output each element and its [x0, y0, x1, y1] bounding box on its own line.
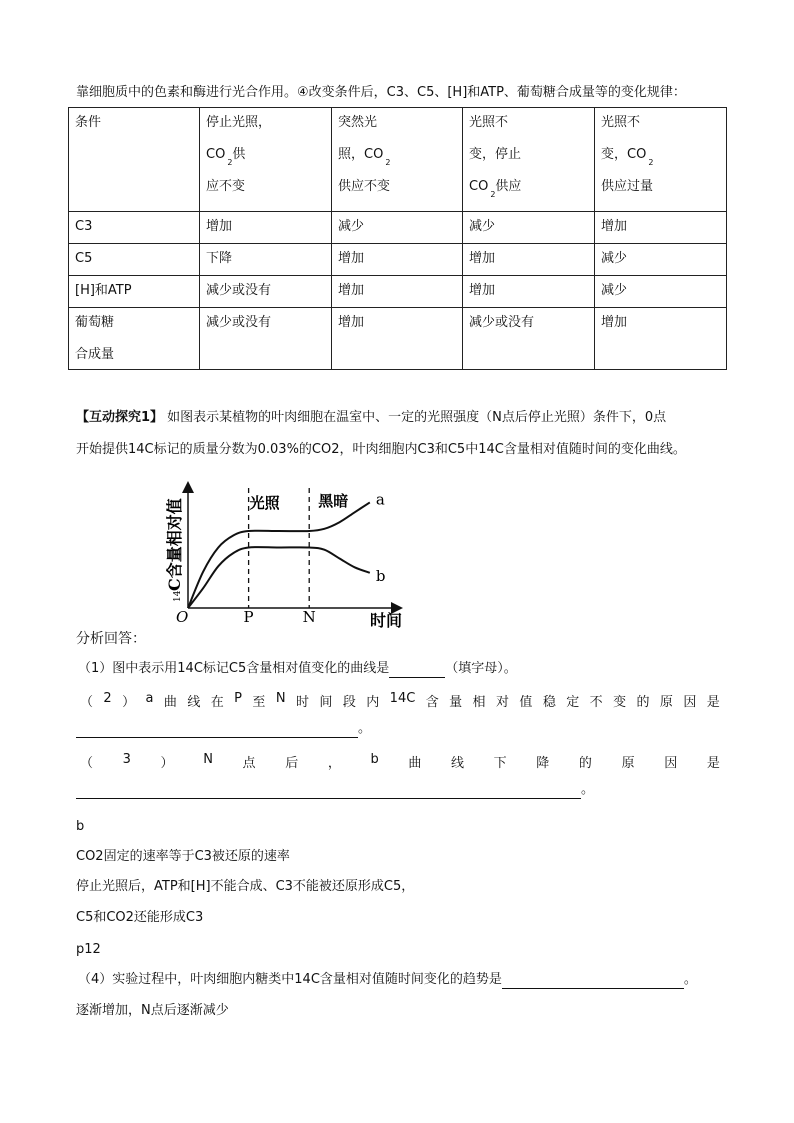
question-token: 曲	[163, 695, 177, 710]
question-token: 在	[210, 695, 224, 710]
table-cell: 葡萄糖 合成量	[69, 308, 200, 370]
intro-text: 靠细胞质中的色素和酶进行光合作用。④改变条件后，C3、C5、[H]和ATP、葡萄糖合成量等的变化规律：	[76, 85, 686, 100]
question-token: 内	[366, 695, 380, 710]
question-token: 降	[536, 756, 550, 771]
question-token: 的	[636, 695, 650, 710]
question-token: 稳	[542, 695, 556, 710]
question-token: 原	[621, 756, 635, 771]
question-token: 的	[578, 756, 592, 771]
table-cell: C3	[69, 212, 200, 244]
q1: （1）图中表示用14C标记C5含量相对值变化的曲线是 （填字母）。	[78, 661, 517, 676]
question-line-2: 开始提供14C标记的质量分数为0.03%的CO2，叶肉细胞内C3和C5中14C含量相对值随时间的变化曲线。	[76, 442, 686, 457]
question-heading: 【互动探究1】	[76, 410, 164, 425]
answer-blank-3[interactable]	[76, 784, 581, 799]
curve-a	[188, 502, 370, 608]
x-axis-label: 时间	[370, 611, 403, 630]
table-cell: 减少	[463, 212, 595, 244]
question-token: 值	[519, 695, 533, 710]
svg-text:C含量相对值: C含量相对值	[165, 498, 184, 591]
question-token: 因	[683, 695, 697, 710]
answer-3-line-1: 停止光照后，ATP和[H]不能合成、C3不能被还原形成C5，	[76, 879, 415, 894]
question-token: 时	[295, 695, 309, 710]
question-token: （	[80, 695, 94, 710]
question-token: 不	[589, 695, 603, 710]
q4: （4）实验过程中，叶肉细胞内糖类中14C含量相对值随时间变化的趋势是 。	[78, 972, 697, 987]
table-cell: 增加	[595, 212, 727, 244]
answer-blank-2[interactable]	[76, 723, 358, 738]
question-token: 量	[449, 695, 463, 710]
table-cell: 减少	[595, 276, 727, 308]
header-cell: 条件	[69, 108, 200, 212]
analysis-label: 分析回答：	[76, 631, 146, 647]
question-token: 下	[493, 756, 507, 771]
header-cell: 光照不 变，停止 $CO_2$供应	[463, 108, 595, 212]
tick-label-p: P	[243, 608, 254, 626]
header-cell: 突然光 照，$CO_2$ 供应不变	[332, 108, 463, 212]
question-token: P	[234, 691, 243, 706]
q2-blank-line: 。	[76, 720, 371, 738]
question-token: 后	[285, 756, 299, 771]
table-cell: 减少或没有	[463, 308, 595, 370]
table-row	[69, 276, 727, 308]
question-token: N	[203, 752, 213, 767]
answer-1: b	[76, 819, 85, 834]
region-label-light: 光照	[249, 494, 280, 512]
page-ref: p12	[76, 942, 101, 957]
table-row	[69, 308, 727, 370]
answer-blank-4[interactable]	[502, 974, 684, 989]
question-token: ）	[160, 756, 174, 771]
answer-2: CO2固定的速率等于C3被还原的速率	[76, 849, 290, 864]
table-cell: 增加	[332, 276, 463, 308]
table-cell: 减少或没有	[200, 308, 332, 370]
table-cell: 增加	[463, 276, 595, 308]
table-cell: C5	[69, 244, 200, 276]
question-token: 曲	[408, 756, 422, 771]
series-label-b: b	[375, 566, 386, 585]
table-cell: 减少	[595, 244, 727, 276]
question-token: 是	[706, 695, 720, 710]
question-token: 含	[425, 695, 439, 710]
q3-blank-line: 。	[76, 781, 594, 799]
table-cell: 下降	[200, 244, 332, 276]
question-text: 如图表示某植物的叶肉细胞在温室中、一定的光照强度（N点后停止光照）条件下，0点	[163, 410, 667, 425]
question-token: 变	[613, 695, 627, 710]
question-token: 段	[342, 695, 356, 710]
table-cell: 增加	[463, 244, 595, 276]
conditions-table	[68, 107, 727, 370]
question-token: （	[80, 756, 94, 771]
question-token: ）	[122, 695, 136, 710]
question-token: 因	[664, 756, 678, 771]
header-cell: 光照不 变，$CO_2$ 供应过量	[595, 108, 727, 212]
series-label-a: a	[375, 490, 385, 509]
question-token: a	[145, 691, 154, 706]
answer-blank-1[interactable]	[389, 663, 445, 678]
table-row	[69, 244, 727, 276]
question-token: ，	[327, 756, 341, 771]
question-token: 间	[319, 695, 333, 710]
header-cell: 停止光照， $CO_2$供 应不变	[200, 108, 332, 212]
question-token: 对	[495, 695, 509, 710]
table-cell: 增加	[200, 212, 332, 244]
y-axis-label	[165, 498, 184, 602]
question-token: 相	[472, 695, 486, 710]
origin-label: O	[176, 608, 189, 626]
question-token: 3	[122, 752, 131, 767]
region-label-dark: 黑暗	[318, 492, 349, 510]
question-token: 定	[566, 695, 580, 710]
tick-label-n: N	[302, 608, 316, 626]
table-cell: [H]和ATP	[69, 276, 200, 308]
table-header-row	[69, 108, 727, 212]
question-token: 原	[659, 695, 673, 710]
table-cell: 增加	[332, 244, 463, 276]
question-token: 14C	[389, 691, 416, 706]
table-cell: 增加	[332, 308, 463, 370]
svg-text:14: 14	[173, 590, 183, 602]
question-token: 至	[252, 695, 266, 710]
answer-4: 逐渐增加，N点后逐渐减少	[76, 1003, 229, 1018]
q3	[80, 752, 720, 771]
question-token: N	[275, 691, 286, 706]
question-line-1	[76, 409, 666, 427]
table-cell: 增加	[595, 308, 727, 370]
question-token: b	[370, 752, 379, 767]
question-token: 线	[451, 756, 465, 771]
question-token: 线	[187, 695, 201, 710]
answer-3-line-2: C5和CO2还能形成C3	[76, 910, 204, 925]
curve-b	[188, 547, 370, 608]
question-token: 点	[242, 756, 256, 771]
table-cell: 减少或没有	[200, 276, 332, 308]
question-token: 是	[706, 756, 720, 771]
q2	[80, 691, 720, 710]
table-row	[69, 212, 727, 244]
table-cell: 减少	[332, 212, 463, 244]
question-token: 2	[103, 691, 112, 706]
carbon-chart	[150, 478, 420, 638]
